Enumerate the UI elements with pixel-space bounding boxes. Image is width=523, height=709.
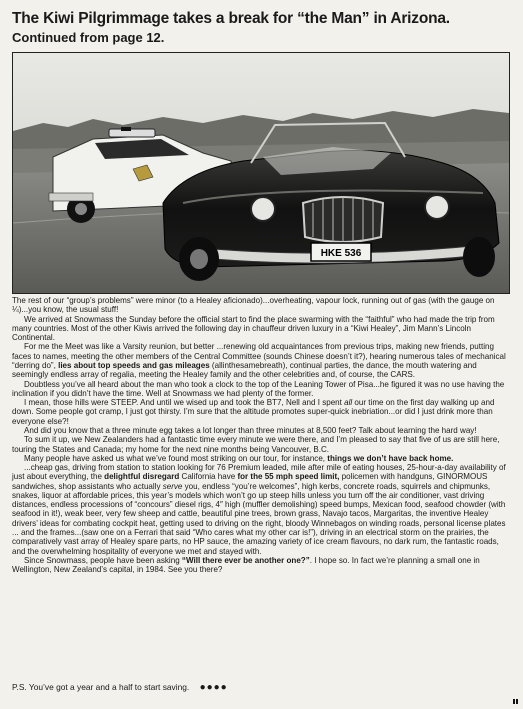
headline: The Kiwi Pilgrimmage takes a break for “the Man” in Arizona.: [12, 10, 450, 27]
corner-mark-icon: [512, 691, 519, 696]
paragraph: Many people have asked us what we’ve found most striking on our tour, for instance, things we don’t have back home.: [24, 453, 454, 463]
paragraph: And did you know that a three minute egg takes a lot longer than three minutes at 8,500 feet? Talk about learning the hard way!: [24, 425, 477, 435]
paragraph: Since Snowmass, people have been asking “Will there ever be another one?”. I hope so. In fact we’re planning a small one in Wellington, New Zealand’s capital, in 1984. See you there?: [12, 555, 480, 575]
continued-from-note: Continued from page 12.: [12, 30, 165, 45]
postscript-text: P.S. You’ve got a year and a half to start saving.: [12, 682, 190, 692]
postscript: [12, 682, 228, 693]
paragraph: We arrived at Snowmass the Sunday before the official start to find the place swarming with the “faithful” who had made the trip from many countries. Most of the other Kiwis arrived the following day in chauffeur driven luxury in a “Kiwi Healey”, Jim Mann’s Lincoln Continental.: [12, 314, 495, 343]
paragraph: The rest of our “group’s problems” were minor (to a Healey aficionado)...overheating, vapour lock, running out of gas (with the gauge on ¼)...you know, the usual stuff!: [12, 296, 495, 315]
paragraph: Doubtless you’ve all heard about the man who took a clock to the top of the Leaning Tower of Pisa...he figured it was no use having the inclination if you didn’t have the time. Well at Snowmass we had plenty of the former.: [12, 379, 505, 398]
paragraph: For me the Meet was like a Varsity reunion, but better ...renewing old acquaintances from previous trips, making new friends, putting faces to names, meeting the other members of the Central Committee (sounds Chinese doesn’t it?), hearing numerous tales of mechanical “derring do”, lies about top speeds and gas mileages (allinthesamebreath), continual parties, the dance, the mouth watering and seemingly endless array of regalia, meeting the Healey family and the other celebrities and, of course, the CARS.: [12, 342, 506, 380]
end-mark-icon: ●●●●: [199, 682, 228, 693]
paragraph: I mean, those hills were STEEP. And until we wised up and took the BT7, Nell and I spent all our time on the first day walking up and down. Some people got cramp, I just got thirsty. I’m sure that the altitude promotes super-quick inebriation...or did I just drink more than everyone else?!: [12, 398, 495, 426]
paragraph: To sum it up, we New Zealanders had a fantastic time every minute we were there, and I’m pleased to say that five of us are still here, touring the States and Canada; my home for the next nine months being Vancouver, B.C.: [12, 435, 500, 454]
license-plate: HKE 536: [320, 248, 362, 259]
paragraph: ...cheap gas, driving from station to station looking for 76 Premium leaded, mile after mile of eating houses, 25-hour-a-day availability of just about everything, the delightful disregard California have for the 55 mph speed limit, policemen with handguns, GINORMOUS sandwiches, shop assistants who actually serve you, endless “you’re welcomes”, high kerbs, concrete roads, squirrels and chipmunks, snakes, liquor at affordable prices, this year’s models which won’t go up steep hills unless you turn off the air conditioner, vast driving distances, endless processions of “concours” diesel rigs, 4″ high (muffler demolishing) speed bumps, Mexican food, seafood chowder (with seafood in it!), weak beer, very few sheep and cattle, beautiful pine trees, brown grass, Navajo tacos, Margaritas, the inventive Healey drivers’ ideas for combating cockpit heat, getting used to driving on the right, bloody Winnebagos on winding roads, personal license plates ... and the frames...(saw one on a Ferrari that said “Who cares what my other car is!”), driving in an electrical storm on the prairies, the comparatively vast array of Healey spare parts, no HP sauce, the amazing variety of ice cream flavours, no dark rum, the fantastic roads, and the overwhelming hospitality of everyone we met and stayed with.: [12, 463, 506, 556]
article-body: [12, 296, 514, 574]
article-photo: [12, 52, 510, 294]
